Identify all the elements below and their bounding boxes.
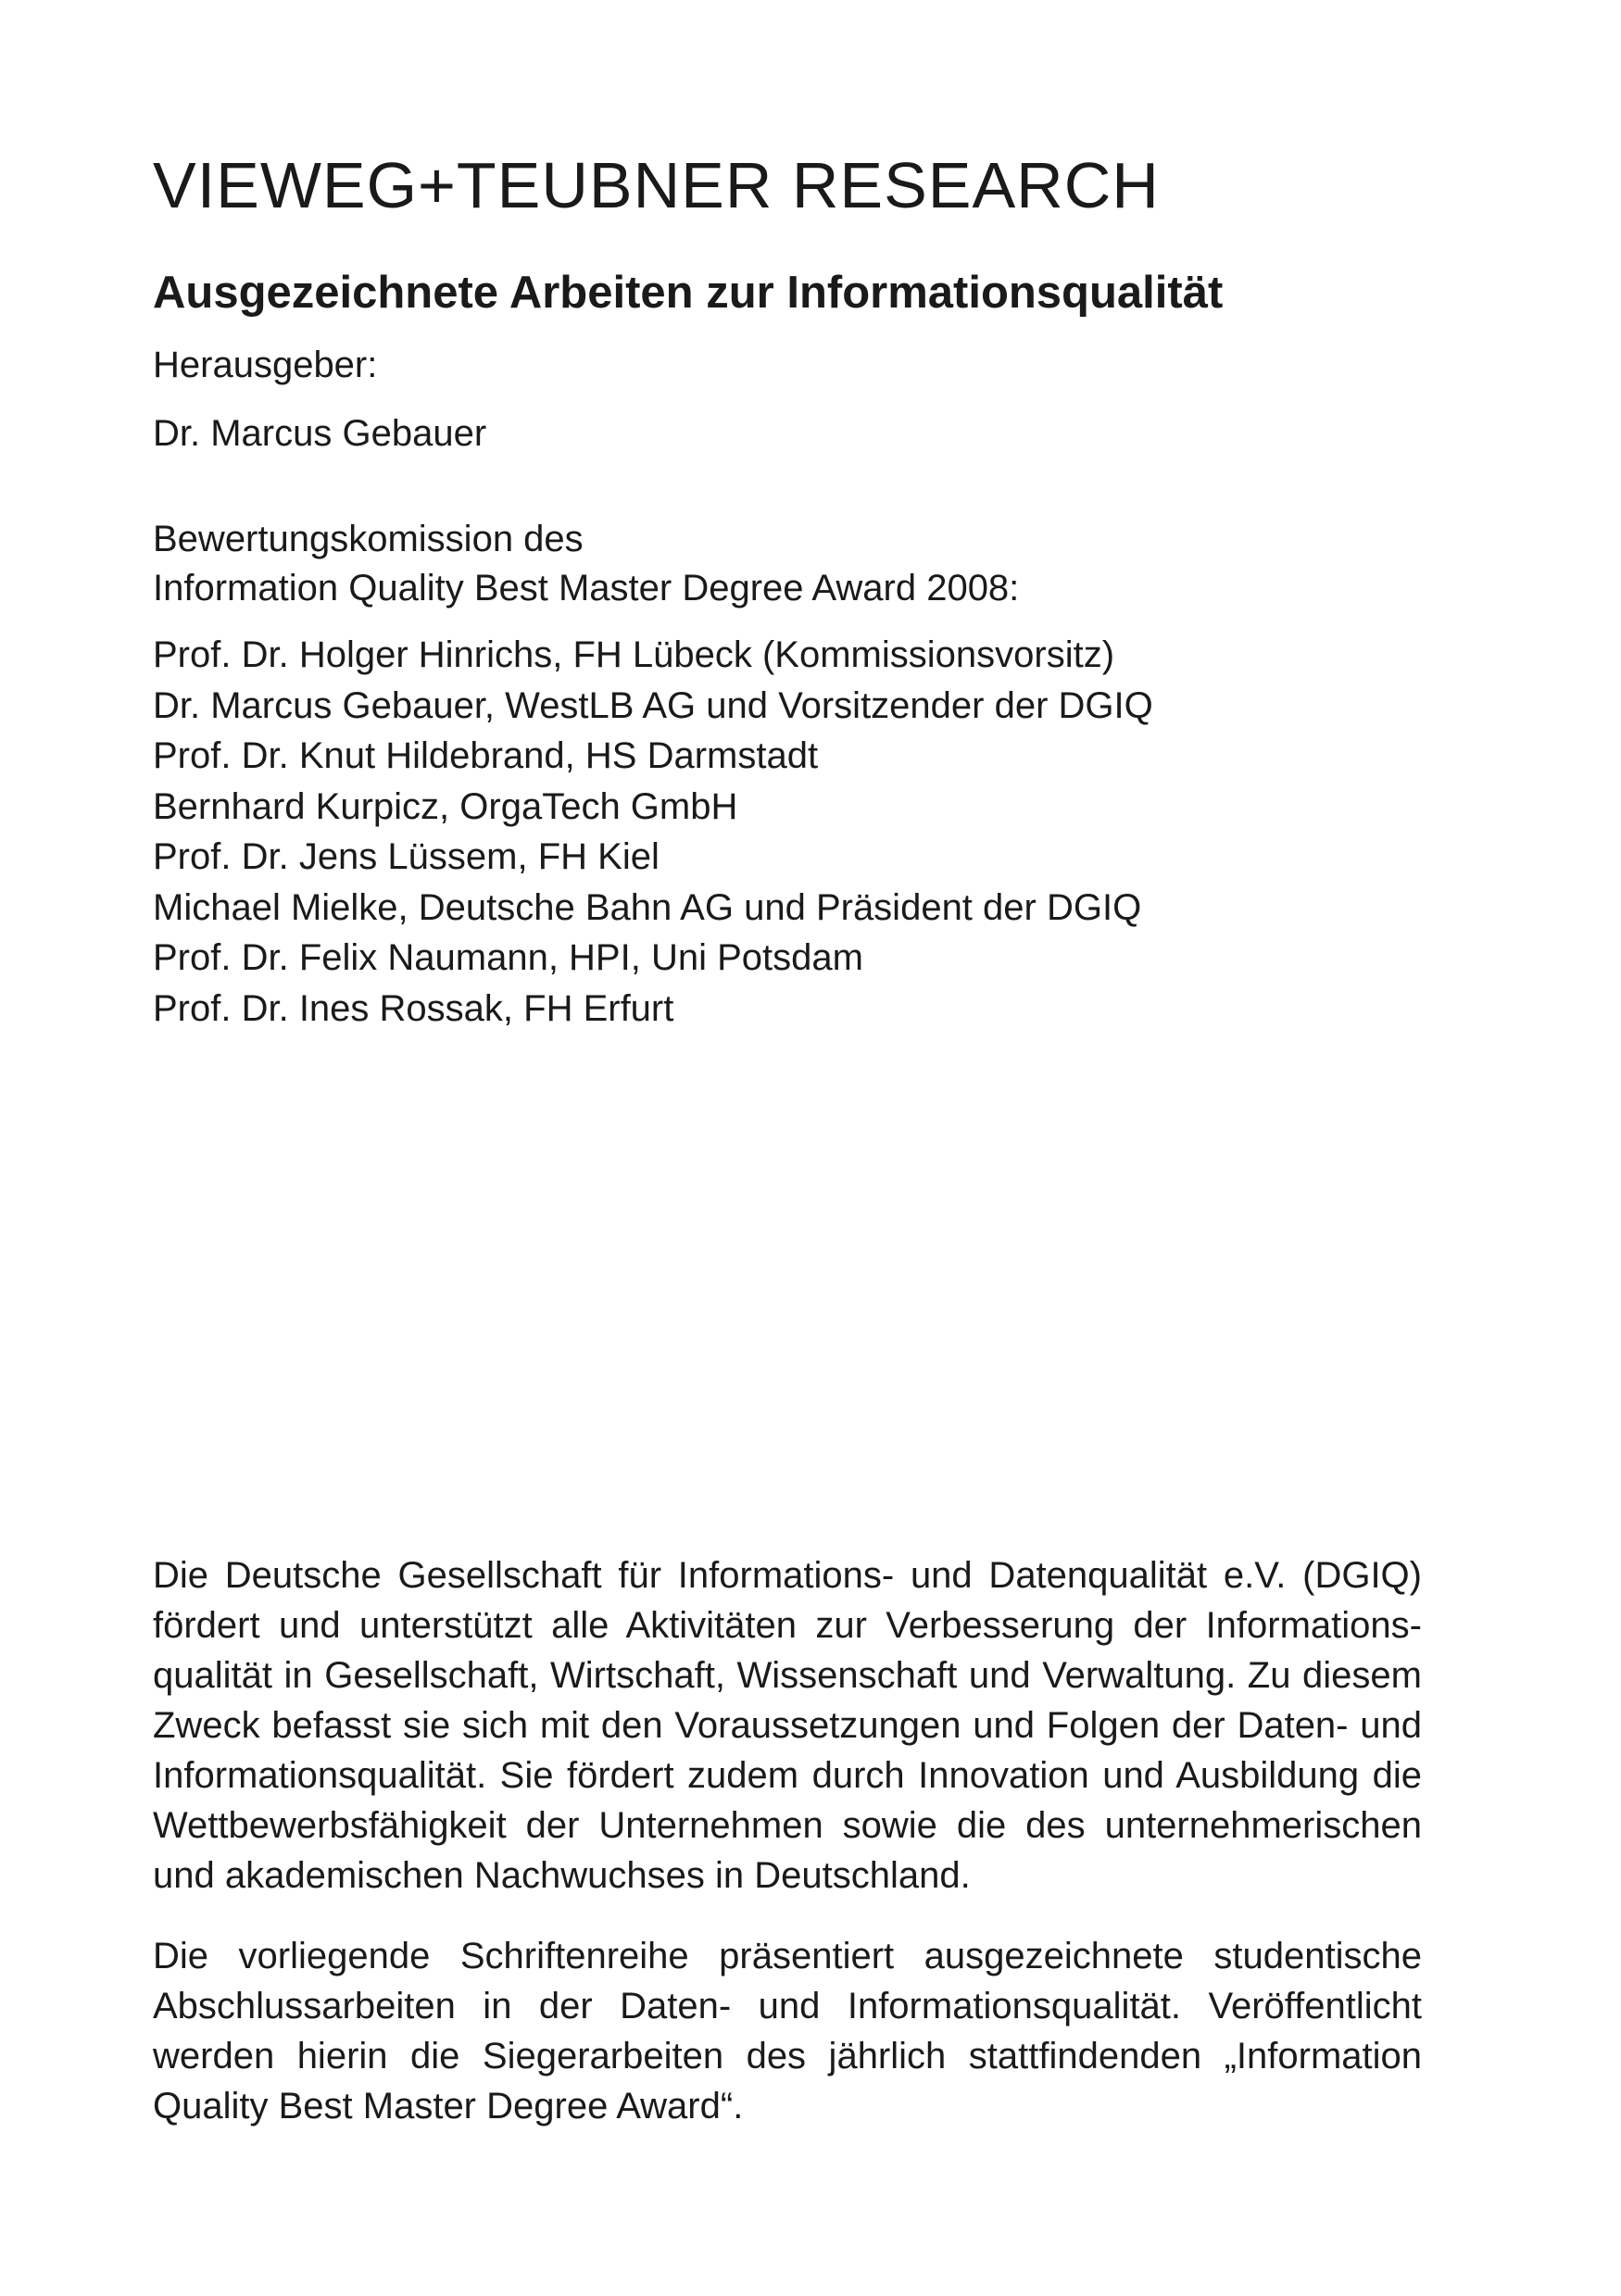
committee-member: Prof. Dr. Jens Lüssem, FH Kiel [153,836,660,877]
committee-award-label: Information Quality Best Master Degree Award 2008: [153,568,1020,609]
series-title: VIEWEG+TEUBNER RESEARCH [153,149,1160,221]
committee-member: Prof. Dr. Felix Naumann, HPI, Uni Potsdam [153,937,863,978]
committee-label: Bewertungskomission des [153,519,584,559]
dgiq-description-paragraph: Die Deutsche Gesellschaft für Informations- und Datenqualität e.V. (DGIQ) fördert und unterstützt alle Aktivitäten zur Verbesserung der Informationsqualität in Gesellschaft, Wirtschaft, Wissenschaft und Verwaltung. Zu diesem Zweck befasst sie sich mit den Voraussetzungen und Folgen der Daten- und Informationsqualität. Sie fördert zudem durch Innovation und Ausbildung die Wettbewerbsfähigkeit der Unternehmen sowie die des unternehmerischen und akademischen Nachwuchses in Deutschland. [153,1555,1422,1896]
committee-member: Prof. Dr. Holger Hinrichs, FH Lübeck (Kommissionsvorsitz) [153,634,1115,675]
committee-member: Prof. Dr. Knut Hildebrand, HS Darmstadt [153,735,819,776]
series-description-paragraph: Die vorliegende Schriftenreihe präsentiert ausgezeichnete studentische Abschlussarbeiten in der Daten- und Informationsqualität. Veröffentlicht werden hierin die Siegerarbeiten des jährlich stattfindenden „Information Quality Best Master Degree Award“. [153,1936,1422,2127]
committee-member: Prof. Dr. Ines Rossak, FH Erfurt [153,987,674,1029]
committee-member-list [153,630,1153,1034]
series-subtitle: Ausgezeichnete Arbeiten zur Informationsqualität [153,268,1224,318]
editor-label: Herausgeber: [153,345,378,385]
committee-member: Bernhard Kurpicz, OrgaTech GmbH [153,785,738,827]
committee-member: Dr. Marcus Gebauer, WestLB AG und Vorsitzender der DGIQ [153,684,1153,726]
committee-member: Michael Mielke, Deutsche Bahn AG und Präsident der DGIQ [153,886,1142,928]
editor-name: Dr. Marcus Gebauer [153,413,487,454]
